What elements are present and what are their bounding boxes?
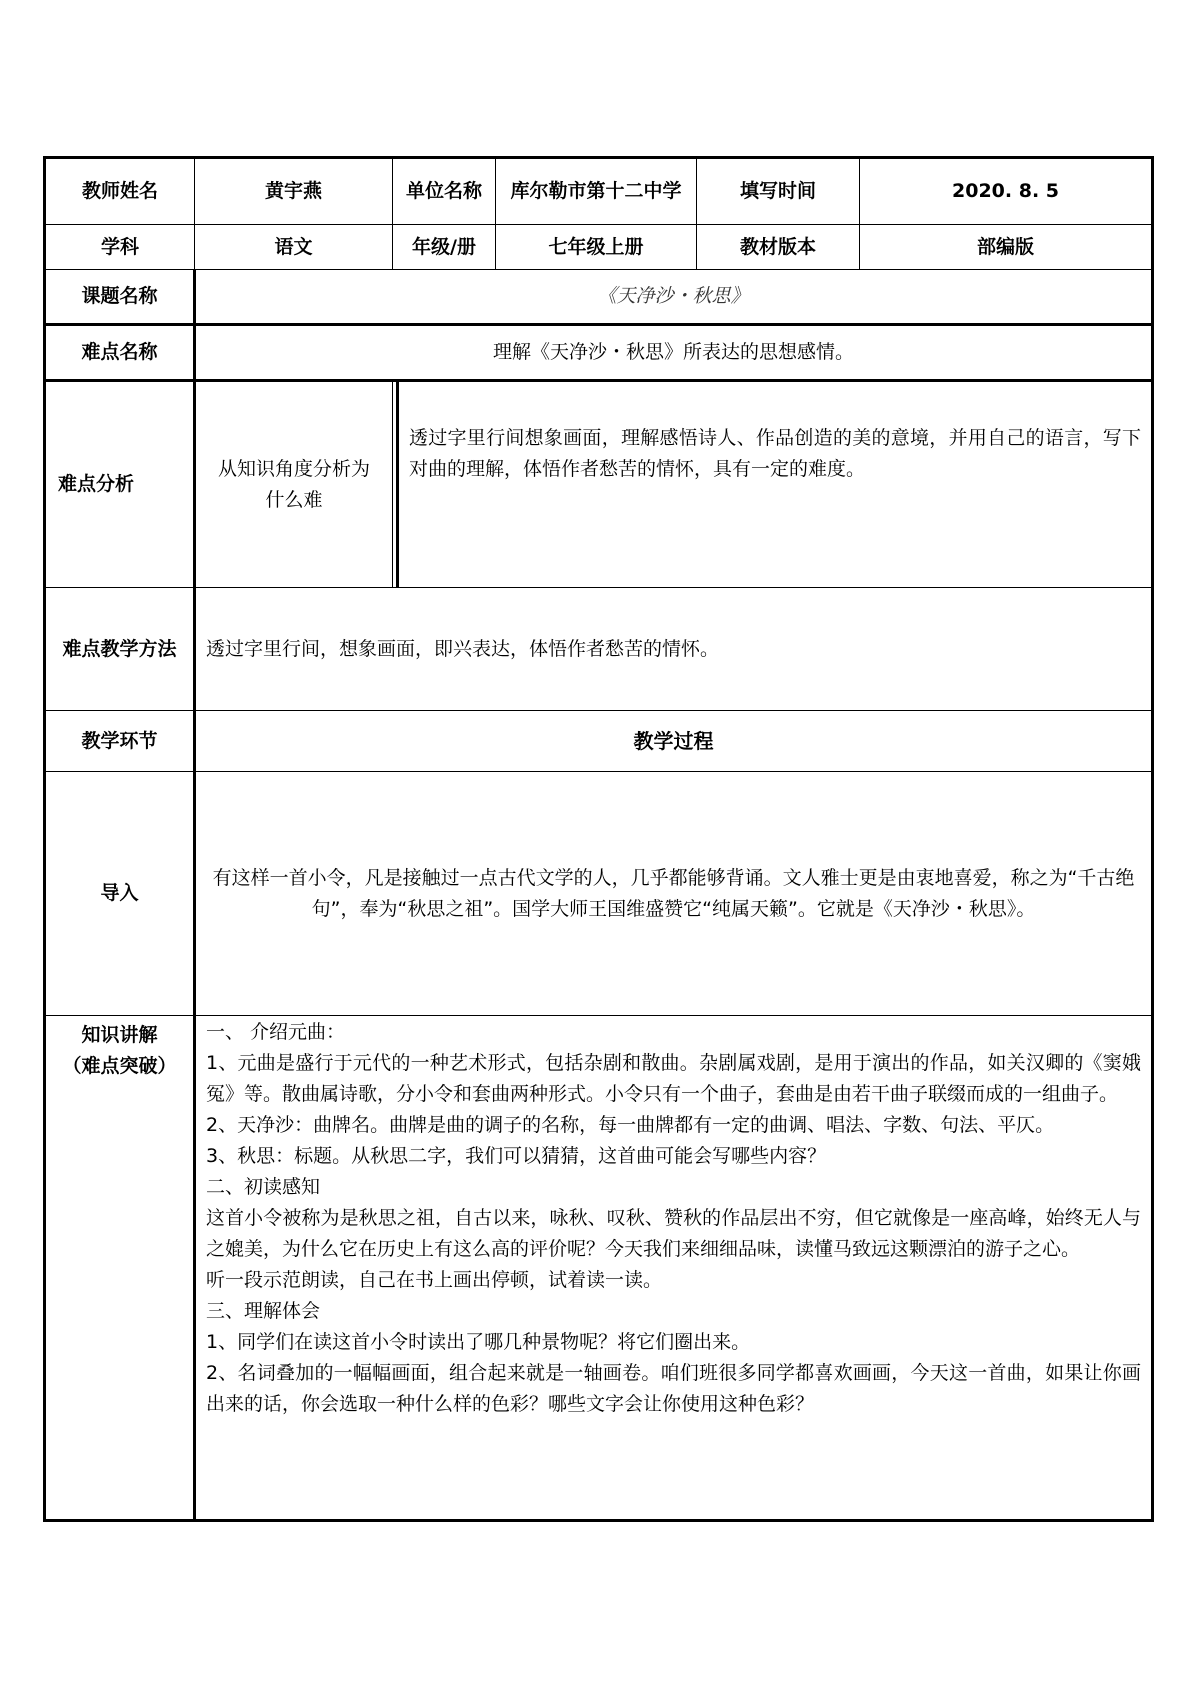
difficulty-value: 理解《天净沙・秋思》所表达的思想感情。 — [195, 325, 1153, 381]
knowledge-line: 听一段示范朗读，自己在书上画出停顿，试着读一读。 — [206, 1269, 663, 1291]
topic-label: 课题名称 — [45, 270, 195, 325]
teacher-value: 黄宇燕 — [195, 158, 393, 225]
unit-label: 单位名称 — [393, 158, 496, 225]
knowledge-line: 一、 介绍元曲： — [206, 1021, 346, 1043]
teacher-label: 教师姓名 — [45, 158, 195, 225]
intro-row — [45, 772, 1153, 1016]
analysis-row — [45, 381, 1153, 588]
topic-row — [45, 270, 1153, 325]
difficulty-label: 难点名称 — [45, 325, 195, 381]
knowledge-line: 1、同学们在读这首小令时读出了哪几种景物呢？将它们圈出来。 — [206, 1331, 751, 1353]
knowledge-content — [195, 1016, 1153, 1521]
method-value: 透过字里行间，想象画面，即兴表达，体悟作者愁苦的情怀。 — [195, 588, 1153, 711]
knowledge-line: 2、天净沙：曲牌名。曲牌是曲的调子的名称，每一曲牌都有一定的曲调、唱法、字数、句法、平仄。 — [206, 1114, 1055, 1136]
header-row-2 — [45, 225, 1153, 270]
knowledge-row — [45, 1016, 1153, 1521]
lesson-plan-table — [43, 156, 1154, 1522]
knowledge-line: 这首小令被称为是秋思之祖，自古以来，咏秋、叹秋、赞秋的作品层出不穷，但它就像是一座高峰，始终无人与之媲美，为什么它在历史上有这么高的评价呢？今天我们来细细品味，读懂马致远这颗漂泊的游子之心。 — [206, 1207, 1142, 1260]
method-label: 难点教学方法 — [45, 588, 195, 711]
header-row-1 — [45, 158, 1153, 225]
unit-value: 库尔勒市第十二中学 — [496, 158, 697, 225]
process-header-label: 教学环节 — [45, 711, 195, 772]
grade-value: 七年级上册 — [496, 225, 697, 270]
knowledge-line: 三、理解体会 — [206, 1300, 321, 1322]
knowledge-line: 二、初读感知 — [206, 1176, 321, 1198]
knowledge-label-line2: （难点突破） — [62, 1055, 177, 1077]
knowledge-line: 3、秋思：标题。从秋思二字，我们可以猜猜，这首曲可能会写哪些内容？ — [206, 1145, 827, 1167]
grade-label: 年级/册 — [393, 225, 496, 270]
subject-label: 学科 — [45, 225, 195, 270]
method-row — [45, 588, 1153, 711]
analysis-value: 透过字里行间想象画面，理解感悟诗人、作品创造的美的意境，并用自己的语言，写下对曲的理解，体悟作者愁苦的情怀，具有一定的难度。 — [398, 381, 1153, 588]
intro-label: 导入 — [45, 772, 195, 1016]
knowledge-line: 2、名词叠加的一幅幅画面，组合起来就是一轴画卷。咱们班很多同学都喜欢画画，今天这一首曲，如果让你画出来的话，你会选取一种什么样的色彩？哪些文字会让你使用这种色彩？ — [206, 1362, 1142, 1415]
process-header-row — [45, 711, 1153, 772]
analysis-label: 难点分析 — [45, 381, 195, 588]
edition-value: 部编版 — [860, 225, 1153, 270]
knowledge-line: 1、元曲是盛行于元代的一种艺术形式，包括杂剧和散曲。杂剧属戏剧，是用于演出的作品，如关汉卿的《窦娥冤》等。散曲属诗歌，分小令和套曲两种形式。小令只有一个曲子，套曲是由若干曲子联缀而成的一组曲子。 — [206, 1052, 1142, 1105]
time-label: 填写时间 — [697, 158, 860, 225]
edition-label: 教材版本 — [697, 225, 860, 270]
time-value: 2020. 8. 5 — [860, 158, 1153, 225]
subject-value: 语文 — [195, 225, 393, 270]
process-header-value: 教学过程 — [195, 711, 1153, 772]
analysis-sub-label: 从知识角度分析为什么难 — [195, 381, 393, 588]
difficulty-row — [45, 325, 1153, 381]
knowledge-label — [45, 1016, 195, 1521]
intro-value: 有这样一首小令，凡是接触过一点古代文学的人，几乎都能够背诵。文人雅士更是由衷地喜爱，称之为“千古绝句”，奉为“秋思之祖”。国学大师王国维盛赞它“纯属天籁”。它就是《天净沙・秋思》。 — [195, 772, 1153, 1016]
topic-value: 《天净沙・秋思》 — [195, 270, 1153, 325]
knowledge-label-line1: 知识讲解 — [81, 1024, 158, 1046]
